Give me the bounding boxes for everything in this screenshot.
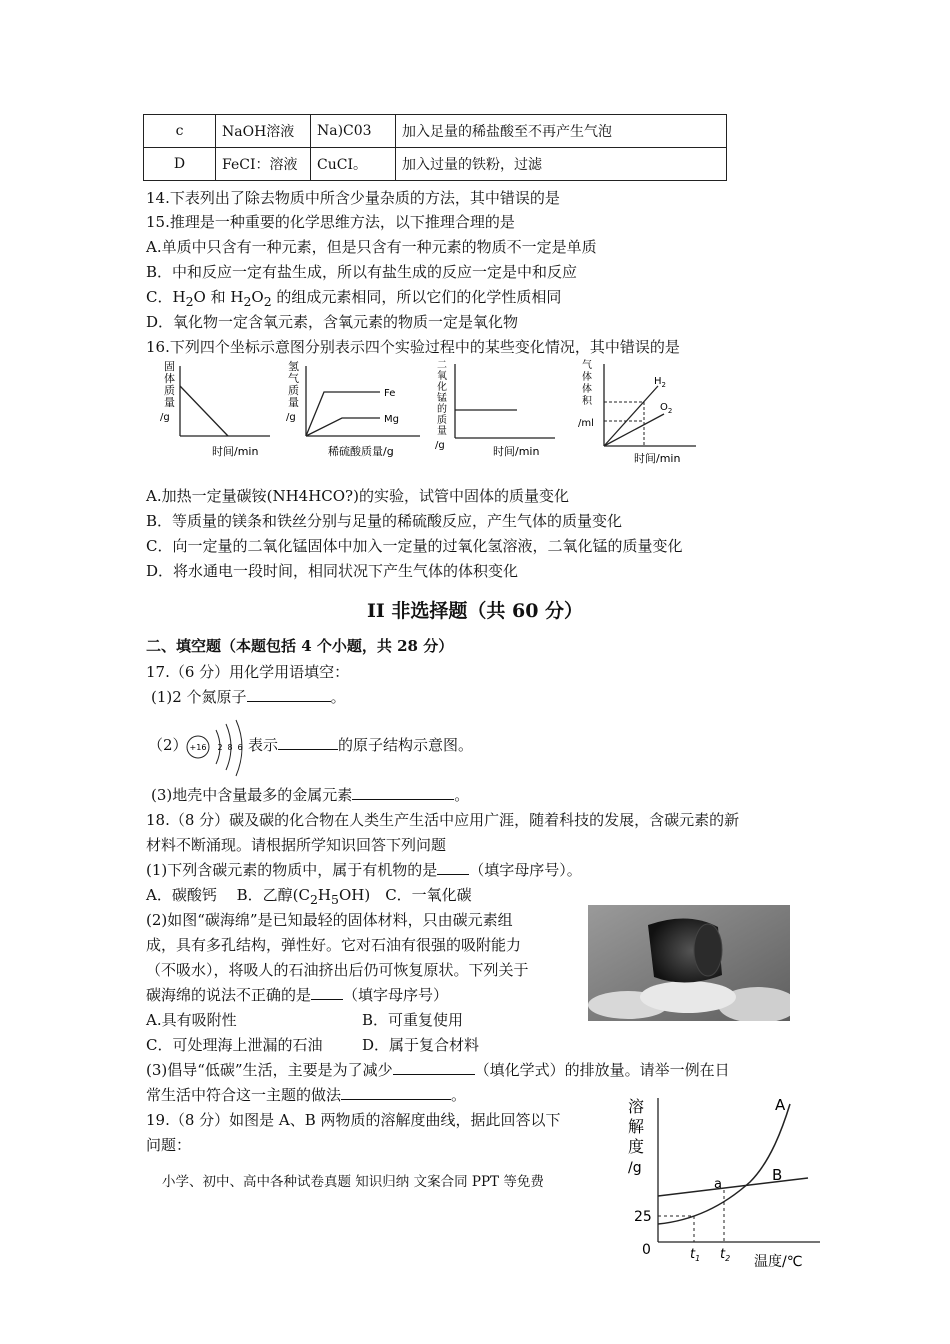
svg-text:量: 量 <box>164 396 175 409</box>
svg-text:量: 量 <box>288 396 299 409</box>
graph2-fe-line <box>306 392 380 436</box>
q17-part1: (1)2 个氮原子 。 <box>151 685 346 709</box>
q16-graphs <box>150 358 710 468</box>
q15-option-b: B．中和反应一定有盐生成，所以有盐生成的反应一定是中和反应 <box>146 263 578 281</box>
svg-text:气: 气 <box>582 360 592 371</box>
q18-part1-options: A．碳酸钙 B．乙醇$(C_2H_5OH)$ C．一氧化碳 <box>146 886 472 907</box>
footer-note: 小学、初中、高中各种试卷真题 知识归纳 文案合同 PPT 等免费 <box>162 1174 544 1190</box>
row-method: 加入过量的铁粉，过滤 <box>396 148 727 181</box>
graph4-h2-line <box>604 386 658 446</box>
q15-stem: 15.推理是一种重要的化学思维方法，以下推理合理的是 <box>146 213 515 231</box>
carbon-sponge-photo <box>588 905 790 1021</box>
q18-part2-option-b: B．可重复使用 <box>362 1011 464 1029</box>
svg-text:8: 8 <box>227 743 233 752</box>
graph2-mg-line <box>306 418 380 436</box>
q17-part3: (3)地壳中含量最多的金属元素 。 <box>151 783 469 807</box>
q18-part2-option-d: D．属于复合材料 <box>362 1036 480 1054</box>
svg-text:Mg: Mg <box>384 414 399 425</box>
q16-option-c: C．向一定量的二氧化锰固体中加入一定量的过氧化氢溶液，二氧化锰的质量变化 <box>146 537 683 555</box>
q15-option-d: D．氧化物一定含氧元素，含氧元素的物质一定是氧化物 <box>146 313 519 331</box>
q18-part2-line3: （不吸水），将吸人的石油挤出后仍可恢复原状。下列关于 <box>146 961 529 979</box>
svg-text:温度/℃: 温度/℃ <box>754 1254 803 1270</box>
row-substance: NaOH溶液 <box>216 115 311 148</box>
q15-option-a: A.单质中只含有一种元素，但是只含有一种元素的物质不一定是单质 <box>146 238 597 256</box>
svg-text:固: 固 <box>164 360 175 373</box>
svg-text:时间/min: 时间/min <box>212 445 259 458</box>
svg-text:时间/min: 时间/min <box>493 445 540 458</box>
svg-text:化: 化 <box>437 382 447 393</box>
svg-text:质: 质 <box>288 384 299 397</box>
q15-option-c: C．$H_2O$ 和 $H_2O_2$ 的组成元素相同，所以它们的化学性质相同 <box>146 288 562 309</box>
svg-text:质: 质 <box>437 415 447 426</box>
svg-text:0: 0 <box>642 1242 651 1258</box>
graph-hydrogen-mass <box>286 359 420 458</box>
q16-option-d: D．将水通电一段时间，相同状况下产生气体的体积变化 <box>146 562 519 580</box>
q18-part3-line1: (3)倡导“低碳”生活，主要是为了减少 （填化学式）的排放量。请举一例在日 <box>146 1058 730 1082</box>
curve-a <box>658 1104 790 1224</box>
row-id: D <box>144 148 216 181</box>
graph-solid-mass <box>160 360 270 458</box>
label-point-a: a <box>714 1177 722 1192</box>
q17-part2-text: 表示 的原子结构示意图。 <box>248 733 473 757</box>
q19-stem-1: 19.（8 分）如图是 A、B 两物质的溶解度曲线，据此回答以下 <box>146 1111 561 1129</box>
q18-part2-option-a: A.具有吸附性 <box>146 1011 237 1029</box>
svg-text:度: 度 <box>628 1137 645 1156</box>
svg-text:25: 25 <box>634 1209 652 1225</box>
curve-b <box>658 1178 808 1196</box>
svg-text:t2: $t_2$ <box>720 1247 731 1263</box>
row-impurity: Na)C03 <box>311 115 396 148</box>
svg-text:/g: /g <box>628 1160 642 1176</box>
svg-text:氢: 氢 <box>288 360 299 373</box>
q18-part2-line2: 成，具有多孔结构，弹性好。它对石油有很强的吸附能力 <box>146 936 522 954</box>
svg-text:解: 解 <box>628 1117 645 1136</box>
svg-text:气: 气 <box>288 372 299 385</box>
section-title: II 非选择题（共 60 分） <box>366 600 584 622</box>
svg-text:体: 体 <box>164 372 175 385</box>
label-b: B <box>772 1166 783 1184</box>
graph-gas-volume <box>578 359 696 465</box>
solubility-chart <box>620 1090 830 1280</box>
q18-part2-line1: (2)如图“碳海绵”是已知最轻的固体材料，只由碳元素组 <box>146 911 513 929</box>
svg-text:的: 的 <box>437 404 447 415</box>
atom-structure-diagram <box>182 718 250 778</box>
q18-stem-2: 材料不断涌现。请根据所学知识回答下列问题 <box>146 836 447 854</box>
q18-stem-1: 18.（8 分）碳及碳的化合物在人类生产生活中应用广涯，随着科技的发展，含碳元素的新 <box>146 811 740 829</box>
q18-part3-line2: 常生活中符合这一主题的做法 。 <box>146 1083 466 1107</box>
svg-text:质: 质 <box>164 384 175 397</box>
q16-stem: 16.下列四个坐标示意图分别表示四个实验过程中的某些变化情况，其中错误的是 <box>146 338 680 356</box>
svg-text:/ml: /ml <box>578 418 594 429</box>
svg-text:2: 2 <box>217 743 223 752</box>
impurity-table <box>143 114 727 181</box>
q17-part2: （2） <box>148 736 188 754</box>
svg-text:氧: 氧 <box>437 371 447 382</box>
q18-part2-line4: 碳海绵的说法不正确的是 （填字母序号） <box>146 983 448 1007</box>
svg-text:/g: /g <box>286 412 296 423</box>
svg-text:/g: /g <box>435 440 445 451</box>
svg-text:二: 二 <box>437 360 447 371</box>
q16-option-b: B．等质量的镁条和铁丝分别与足量的稀硫酸反应，产生气体的质量变化 <box>146 512 623 530</box>
svg-text:稀硫酸质量/g: 稀硫酸质量/g <box>328 445 394 458</box>
table-row <box>144 148 727 181</box>
svg-text:溶: 溶 <box>628 1097 645 1116</box>
section-subtitle: 二、填空题（本题包括 4 个小题，共 28 分） <box>146 637 454 655</box>
q14-stem: 14.下表列出了除去物质中所含少量杂质的方法，其中错误的是 <box>146 189 560 207</box>
graph-mno2-mass <box>435 360 555 458</box>
label-a: A <box>775 1096 786 1114</box>
row-substance: FeCI：溶液 <box>216 148 311 181</box>
svg-text:t1: $t_1$ <box>690 1247 701 1263</box>
graph4-o2-line <box>604 414 664 446</box>
svg-text:O2: $O_2$ <box>660 402 673 415</box>
svg-text:/g: /g <box>160 412 170 423</box>
svg-text:H2: $H_2$ <box>654 376 666 389</box>
svg-text:量: 量 <box>437 426 447 437</box>
q19-stem-2: 问题： <box>146 1136 192 1154</box>
svg-text:时间/min: 时间/min <box>634 452 681 465</box>
svg-text:体: 体 <box>582 372 592 383</box>
q17-stem: 17.（6 分）用化学用语填空： <box>146 663 350 681</box>
row-impurity: CuCI。 <box>311 148 396 181</box>
svg-text:积: 积 <box>582 396 592 407</box>
table-row <box>144 115 727 148</box>
svg-text:6: 6 <box>237 743 243 752</box>
q16-option-a: A.加热一定量碳铵(NH4HCO?)的实验，试管中固体的质量变化 <box>146 487 569 505</box>
svg-text:+16: +16 <box>189 743 207 752</box>
row-id: c <box>144 115 216 148</box>
svg-text:锰: 锰 <box>437 393 447 404</box>
svg-text:体: 体 <box>582 384 592 395</box>
svg-text:Fe: Fe <box>384 388 396 399</box>
q18-part1: (1)下列含碳元素的物质中，属于有机物的是 （填字母序号）。 <box>146 858 582 882</box>
graph1-line <box>180 386 228 436</box>
row-method: 加入足量的稀盐酸至不再产生气泡 <box>396 115 727 148</box>
q18-part2-option-c: C．可处理海上泄漏的石油 <box>146 1036 323 1054</box>
